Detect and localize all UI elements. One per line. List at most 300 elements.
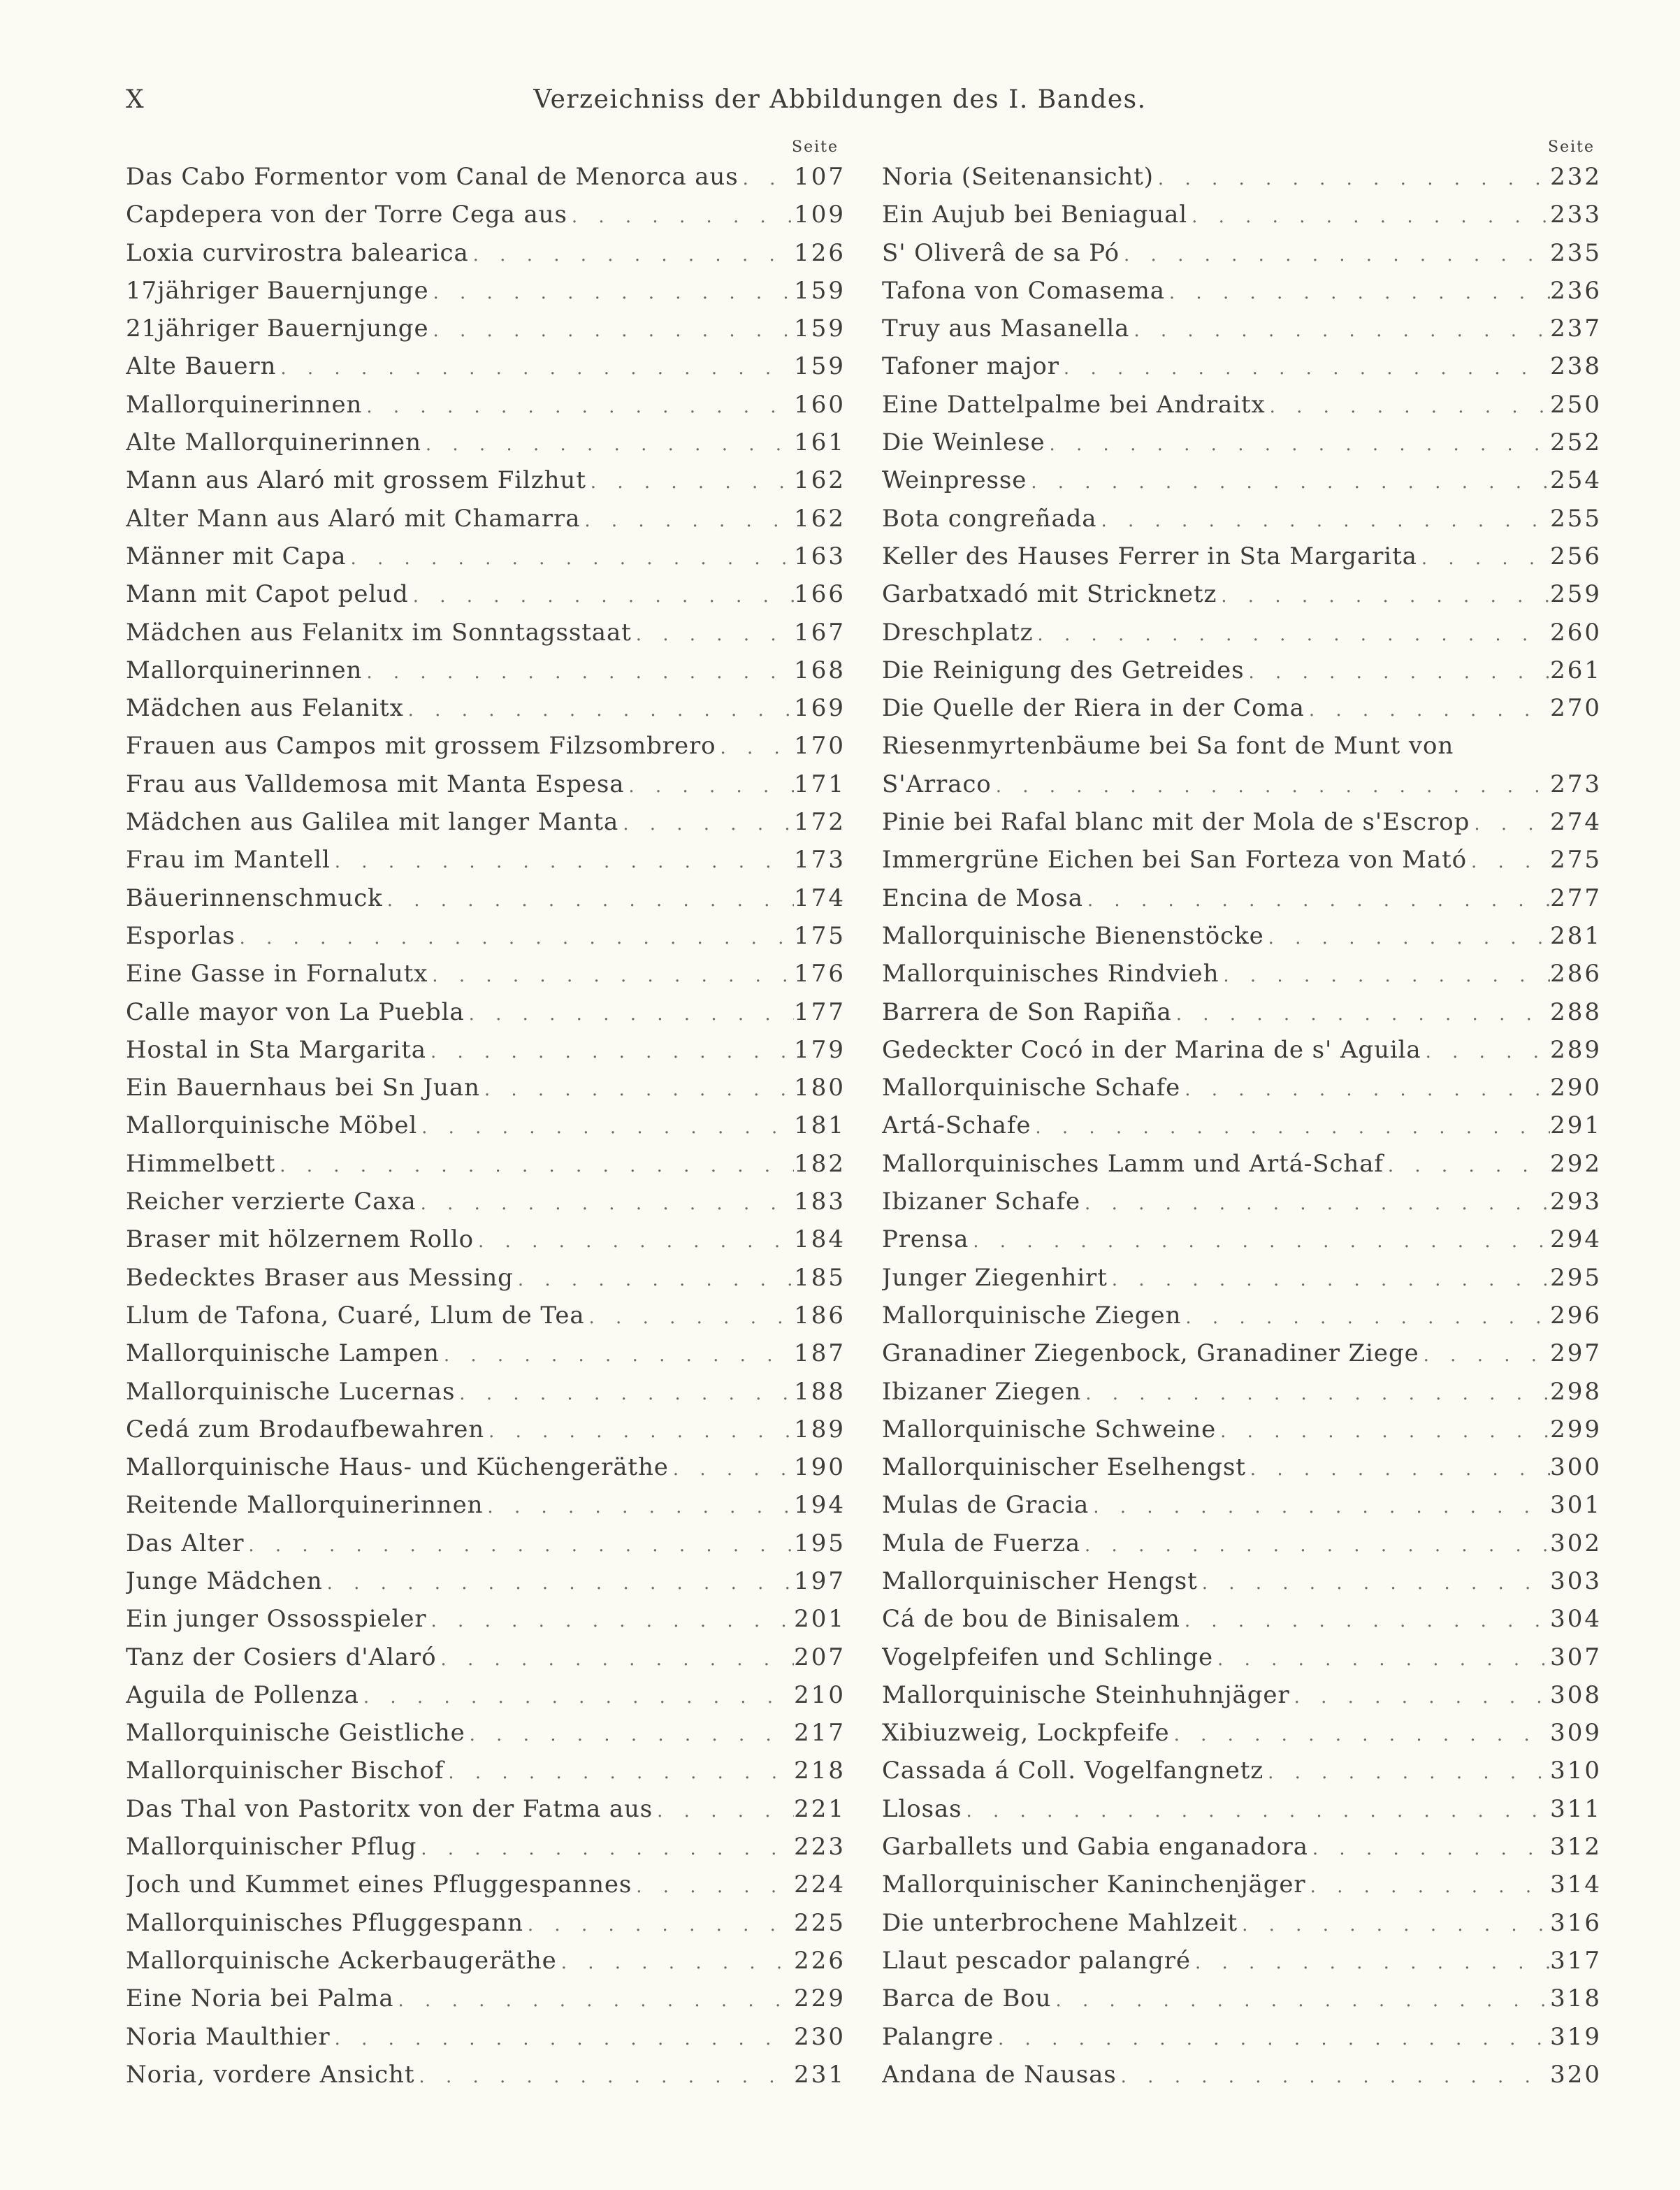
leader-dots [1471, 843, 1550, 879]
entry-page: 224 [794, 1871, 846, 1899]
entry-page: 311 [1550, 1794, 1602, 1823]
entry-title: Vogelpfeifen und Schlinge [882, 1643, 1214, 1671]
entry-page: 180 [794, 1074, 846, 1102]
entry-title: Gedeckter Cocó in der Marina de s' Aguila [882, 1035, 1421, 1064]
entry-page: 126 [794, 238, 846, 267]
entry-title: Mallorquinische Ackerbaugeräthe [126, 1946, 557, 1975]
entry-title: Die unterbrochene Mahlzeit [882, 1908, 1238, 1937]
entry-title: Mallorquinisches Rindvieh [882, 960, 1219, 988]
entry-page: 231 [794, 2060, 846, 2089]
entry-page: 187 [794, 1339, 846, 1368]
entry-title: Mallorquinische Möbel [126, 1111, 418, 1140]
entry-title: Die Reinigung des Getreides [882, 656, 1245, 684]
page-number: X [126, 85, 145, 114]
entry-title: Eine Noria bei Palma [126, 1984, 394, 2013]
leader-dots [589, 1299, 795, 1334]
entry-page: 308 [1550, 1680, 1602, 1709]
index-entry [126, 424, 846, 461]
entry-title: Xibiuzweig, Lockpfeife [882, 1719, 1170, 1748]
entry-title: Immergrüne Eichen bei San Forteza von Mató [882, 846, 1467, 874]
leader-dots [327, 1564, 794, 1600]
leader-dots [1176, 995, 1550, 1031]
entry-page: 223 [794, 1833, 846, 1861]
index-entry [126, 347, 846, 385]
leader-dots [1312, 1830, 1550, 1866]
index-entry [882, 1676, 1602, 1714]
entry-title: Ibizaner Schafe [882, 1188, 1081, 1216]
entry-page: 107 [794, 163, 846, 191]
entry-title: Aguila de Pollenza [126, 1680, 359, 1709]
entry-page: 255 [1550, 504, 1602, 533]
index-entry [126, 841, 846, 879]
entry-title: Mallorquinische Steinhuhnjäger [882, 1680, 1290, 1709]
entry-page: 175 [794, 921, 846, 950]
entry-page: 182 [794, 1149, 846, 1178]
leader-dots [366, 654, 794, 689]
column-heading: Seite [792, 138, 839, 156]
entry-page: 291 [1550, 1111, 1602, 1140]
index-entry [126, 1107, 846, 1144]
entry-page: 238 [1550, 352, 1602, 381]
leader-dots [1221, 577, 1550, 613]
leader-dots [1085, 1527, 1550, 1562]
entry-page: 163 [794, 542, 846, 570]
index-entry [882, 993, 1602, 1031]
entry-title: Noria (Seitenansicht) [882, 163, 1154, 191]
entry-title: Mallorquinische Schafe [882, 1074, 1181, 1102]
entry-title: Mann aus Alaró mit grossem Filzhut [126, 466, 586, 495]
entry-title: Barrera de Son Rapiña [882, 997, 1172, 1026]
entry-title: Mann mit Capot pelud [126, 580, 409, 609]
leader-dots [1195, 1944, 1550, 1980]
entry-title: Mallorquinerinnen [126, 390, 363, 419]
index-entry [126, 1486, 846, 1524]
entry-page: 226 [794, 1946, 846, 1975]
entry-title: Ein Bauernhaus bei Sn Juan [126, 1074, 480, 1102]
entry-page: 312 [1550, 1833, 1602, 1861]
leader-dots [473, 236, 794, 272]
index-entry [882, 500, 1602, 538]
index-entry [882, 575, 1602, 613]
index-entry [126, 1942, 846, 1980]
entry-title: Cassada á Coll. Vogelfangnetz [882, 1757, 1264, 1785]
index-entry [126, 575, 846, 613]
entry-title: Mallorquinische Ziegen [882, 1301, 1182, 1330]
entry-page: 217 [794, 1719, 846, 1748]
leader-dots [1268, 1754, 1550, 1789]
right-column [882, 138, 1602, 2094]
leader-dots [572, 198, 794, 233]
leader-dots [1087, 881, 1550, 917]
entry-title: Keller des Hauses Ferrer in Sta Margarita [882, 542, 1417, 570]
entry-title: Frauen aus Campos mit grossem Filzsombrero [126, 732, 716, 761]
index-entry [882, 765, 1602, 803]
leader-dots [408, 691, 794, 727]
index-entry [126, 917, 846, 955]
entry-title: Cá de bou de Binisalem [882, 1605, 1180, 1634]
index-entry [882, 538, 1602, 575]
entry-page: 210 [794, 1680, 846, 1709]
leader-dots [743, 160, 795, 196]
entry-page: 294 [1550, 1225, 1602, 1254]
leader-dots [421, 1109, 794, 1144]
leader-dots [1112, 1261, 1550, 1297]
index-entry [126, 614, 846, 651]
entry-page: 318 [1550, 1984, 1602, 2013]
leader-dots [1424, 1337, 1550, 1372]
index-entry [126, 1031, 846, 1069]
entry-title: Die Quelle der Riera in der Coma [882, 694, 1305, 723]
index-entry [126, 1562, 846, 1600]
entry-page: 177 [794, 997, 846, 1026]
entry-page: 299 [1550, 1415, 1602, 1443]
entry-page: 302 [1550, 1529, 1602, 1557]
leader-dots [280, 1147, 794, 1183]
index-entry [126, 727, 846, 765]
entry-page: 320 [1550, 2060, 1602, 2089]
leader-dots [387, 881, 794, 917]
entry-title: Mallorquinischer Hengst [882, 1566, 1198, 1595]
entry-page: 162 [794, 504, 846, 533]
entry-page: 307 [1550, 1643, 1602, 1671]
leader-dots [1250, 1450, 1550, 1486]
index-entry [126, 158, 846, 196]
entry-title: Junger Ziegenhirt [882, 1263, 1108, 1292]
leader-dots [1388, 1147, 1550, 1183]
entry-page: 166 [794, 580, 846, 609]
leader-dots [413, 577, 794, 613]
leader-dots [1124, 236, 1550, 272]
entry-title: Bota congreñada [882, 504, 1097, 533]
entry-title: Garballets und Gabia enganadora [882, 1833, 1308, 1861]
leader-dots [240, 919, 795, 955]
entry-title: Mallorquinisches Lamm und Artá-Schaf [882, 1149, 1384, 1178]
entry-page: 309 [1550, 1719, 1602, 1748]
entry-page: 161 [794, 428, 846, 457]
entry-title: Dreschplatz [882, 618, 1034, 647]
entry-title: Palangre [882, 2022, 994, 2051]
leader-dots [430, 1033, 794, 1069]
entry-page: 176 [794, 960, 846, 988]
page-header [0, 85, 1680, 120]
index-entry [882, 1866, 1602, 1903]
index-entry [882, 1562, 1602, 1600]
entry-title: Das Thal von Pastoritx von der Fatma aus [126, 1794, 653, 1823]
leader-dots [419, 2058, 794, 2094]
entry-page: 236 [1550, 276, 1602, 305]
index-entry [882, 1904, 1602, 1942]
index-entry [126, 1069, 846, 1107]
leader-dots [657, 1792, 794, 1828]
column-heading: Seite [1548, 138, 1595, 156]
index-entry [126, 689, 846, 727]
leader-dots [426, 426, 794, 461]
leader-dots [1101, 502, 1550, 538]
leader-dots [350, 540, 794, 575]
entry-title: Mallorquinische Geistliche [126, 1719, 465, 1748]
leader-dots [335, 2020, 795, 2056]
entry-page: 179 [794, 1035, 846, 1064]
leader-dots [1268, 919, 1550, 955]
entry-page: 237 [1550, 315, 1602, 343]
index-entry [882, 1638, 1602, 1676]
leader-dots [1421, 540, 1550, 575]
entry-page: 296 [1550, 1301, 1602, 1330]
index-entry [126, 2056, 846, 2094]
index-entry [126, 765, 846, 803]
entry-page: 259 [1550, 580, 1602, 609]
leader-dots [459, 1375, 794, 1411]
entry-page: 275 [1550, 846, 1602, 874]
leader-dots [398, 1982, 795, 2017]
index-entry [882, 1220, 1602, 1258]
entry-title: Barca de Bou [882, 1984, 1052, 2013]
index-entry [882, 689, 1602, 727]
entry-page: 298 [1550, 1377, 1602, 1406]
index-entry [882, 1297, 1602, 1334]
leader-dots [673, 1450, 794, 1486]
entry-title: Mallorquinisches Pfluggespann [126, 1908, 523, 1937]
index-entry [126, 538, 846, 575]
index-entry [126, 1790, 846, 1828]
index-entry [126, 310, 846, 347]
leader-dots [248, 1527, 794, 1562]
leader-dots [1185, 1299, 1550, 1334]
leader-dots [518, 1261, 794, 1297]
entry-page: 194 [794, 1491, 846, 1520]
leader-dots [1270, 388, 1551, 424]
index-entry [882, 1525, 1602, 1562]
entry-page: 188 [794, 1377, 846, 1406]
entry-title: Männer mit Capa [126, 542, 347, 570]
entry-title: Mädchen aus Felanitx im Sonntagsstaat [126, 618, 632, 647]
entry-title: S' Oliverâ de sa Pó [882, 238, 1120, 267]
entry-page: 301 [1550, 1491, 1602, 1520]
index-entry [126, 803, 846, 841]
leader-dots [1093, 1488, 1550, 1524]
entry-title: Mulas de Gracia [882, 1491, 1089, 1520]
leader-dots [421, 1185, 795, 1220]
entry-page: 233 [1550, 201, 1602, 229]
leader-dots [636, 1868, 794, 1903]
entry-page: 189 [794, 1415, 846, 1443]
entry-page: 314 [1550, 1871, 1602, 1899]
leader-dots [366, 388, 794, 424]
entry-title: Mallorquinische Schweine [882, 1415, 1217, 1443]
leader-dots [448, 1754, 794, 1789]
entry-page: 316 [1550, 1908, 1602, 1937]
entry-title: Ein junger Ossosspieler [126, 1605, 427, 1634]
leader-dots [1031, 463, 1550, 499]
index-entry [882, 1373, 1602, 1411]
entry-page: 310 [1550, 1757, 1602, 1785]
index-entry [126, 1220, 846, 1258]
index-entry [882, 1145, 1602, 1183]
leader-dots [1185, 1602, 1550, 1638]
index-entry [882, 1107, 1602, 1144]
entry-title: Llum de Tafona, Cuaré, Llum de Tea [126, 1301, 585, 1330]
index-entry [126, 879, 846, 917]
leader-dots [1085, 1375, 1550, 1411]
leader-dots [280, 350, 794, 385]
entry-title: S'Arraco [882, 770, 992, 798]
entry-title: Cedá zum Brodaufbewahren [126, 1415, 485, 1443]
entry-title: Das Alter [126, 1529, 245, 1557]
leader-dots [433, 312, 795, 347]
entry-page: 201 [794, 1605, 846, 1634]
entry-page: 317 [1550, 1946, 1602, 1975]
entry-page: 221 [794, 1794, 846, 1823]
index-entry [126, 1714, 846, 1752]
entry-title: Mallorquinische Lampen [126, 1339, 440, 1368]
entry-title: Granadiner Ziegenbock, Granadiner Ziege [882, 1339, 1419, 1368]
index-entry [882, 727, 1602, 765]
left-column [126, 138, 846, 2094]
leader-dots [628, 768, 794, 803]
leader-dots [487, 1488, 794, 1524]
index-entry [126, 1904, 846, 1942]
entry-page: 172 [794, 808, 846, 837]
leader-dots [1035, 1109, 1550, 1144]
leader-dots [584, 502, 794, 538]
entry-page: 168 [794, 656, 846, 684]
leader-dots [1085, 1185, 1550, 1220]
index-entry [882, 1980, 1602, 2017]
entry-page: 160 [794, 390, 846, 419]
index-entry [126, 1866, 846, 1903]
entry-page: 184 [794, 1225, 846, 1254]
index-entry [882, 803, 1602, 841]
entry-title: Frau im Mantell [126, 846, 331, 874]
leader-dots [1134, 312, 1550, 347]
entry-title: Die Weinlese [882, 428, 1045, 457]
index-entry [882, 1411, 1602, 1448]
index-entry [126, 1525, 846, 1562]
index-entry [882, 1486, 1602, 1524]
entry-page: 293 [1550, 1188, 1602, 1216]
entry-title: Frau aus Valldemosa mit Manta Espesa [126, 770, 625, 798]
entry-page: 185 [794, 1263, 846, 1292]
entry-title: Artá-Schafe [882, 1111, 1031, 1140]
index-entry [126, 1752, 846, 1789]
entry-title: Mallorquinischer Eselhengst [882, 1453, 1246, 1482]
index-entry [126, 234, 846, 272]
entry-title: Eine Gasse in Fornalutx [126, 960, 428, 988]
leader-dots [1050, 426, 1551, 461]
entry-title: Tafona von Comasema [882, 276, 1165, 305]
entry-page: 261 [1550, 656, 1602, 684]
entry-page: 260 [1550, 618, 1602, 647]
leader-dots [561, 1944, 794, 1980]
leader-dots [966, 1792, 1551, 1828]
index-entry [882, 1714, 1602, 1752]
entry-title: Mallorquinischer Pflug [126, 1833, 417, 1861]
entry-page: 290 [1550, 1074, 1602, 1102]
entry-title: Ein Aujub bei Beniagual [882, 201, 1188, 229]
entry-title: Alter Mann aus Alaró mit Chamarra [126, 504, 581, 533]
entry-page: 186 [794, 1301, 846, 1330]
entry-title: Garbatxadó mit Stricknetz [882, 580, 1217, 609]
leader-dots [1294, 1678, 1551, 1714]
index-entry [882, 1752, 1602, 1789]
entry-title: Truy aus Masanella [882, 315, 1130, 343]
leader-dots [973, 1223, 1550, 1258]
index-entry [126, 1980, 846, 2017]
index-entry [882, 917, 1602, 955]
entry-title: 17jähriger Bauernjunge [126, 276, 429, 305]
entry-page: 229 [794, 1984, 846, 2013]
entry-title: Llaut pescador palangré [882, 1946, 1191, 1975]
entry-title: Mädchen aus Felanitx [126, 694, 404, 723]
leader-dots [996, 768, 1550, 803]
entry-title: Alte Mallorquinerinnen [126, 428, 421, 457]
entry-title: Prensa [882, 1225, 969, 1254]
leader-dots [488, 1413, 794, 1448]
entry-page: 190 [794, 1453, 846, 1482]
index-entry [126, 955, 846, 993]
entry-title: Reitende Mallorquinerinnen [126, 1491, 484, 1520]
index-entry [882, 1600, 1602, 1638]
entry-page: 297 [1550, 1339, 1602, 1368]
leader-dots [1174, 1716, 1551, 1752]
entry-page: 235 [1550, 238, 1602, 267]
entry-page: 159 [794, 352, 846, 381]
entry-page: 230 [794, 2022, 846, 2051]
entry-page: 254 [1550, 466, 1602, 495]
index-entry [126, 196, 846, 233]
index-entry [882, 1069, 1602, 1107]
entry-title: Eine Dattelpalme bei Andraitx [882, 390, 1266, 419]
leader-dots [998, 2020, 1550, 2056]
entry-title: 21jähriger Bauernjunge [126, 315, 429, 343]
entry-title: Bedecktes Braser aus Messing [126, 1263, 514, 1292]
entry-page: 173 [794, 846, 846, 874]
entry-page: 218 [794, 1757, 846, 1785]
entry-title: Esporlas [126, 921, 236, 950]
index-entry [882, 234, 1602, 272]
entry-page: 162 [794, 466, 846, 495]
entry-title: Mallorquinischer Bischof [126, 1757, 444, 1785]
leader-dots [1223, 957, 1550, 993]
leader-dots [469, 995, 795, 1031]
entry-page: 303 [1550, 1566, 1602, 1595]
entry-page: 159 [794, 276, 846, 305]
index-entry [126, 500, 846, 538]
entry-page: 288 [1550, 997, 1602, 1026]
leader-dots [1121, 2058, 1550, 2094]
entry-title: Himmelbett [126, 1149, 276, 1178]
entry-page: 270 [1550, 694, 1602, 723]
entry-page: 181 [794, 1111, 846, 1140]
index-entry [126, 1145, 846, 1183]
index-entry [882, 2018, 1602, 2056]
leader-dots [431, 1602, 795, 1638]
leader-dots [720, 729, 795, 765]
entry-page: 197 [794, 1566, 846, 1595]
index-entry [126, 1334, 846, 1372]
index-entry [126, 1638, 846, 1676]
entry-title: Tanz der Cosiers d'Alaró [126, 1643, 437, 1671]
leader-dots [1474, 805, 1550, 841]
leader-dots [432, 957, 794, 993]
leader-dots [1169, 274, 1550, 310]
entry-title: Mula de Fuerza [882, 1529, 1081, 1557]
entry-page: 289 [1550, 1035, 1602, 1064]
index-entry [882, 841, 1602, 879]
index-entry [126, 386, 846, 424]
entry-page: 183 [794, 1188, 846, 1216]
entry-title: Loxia curvirostra balearica [126, 238, 469, 267]
